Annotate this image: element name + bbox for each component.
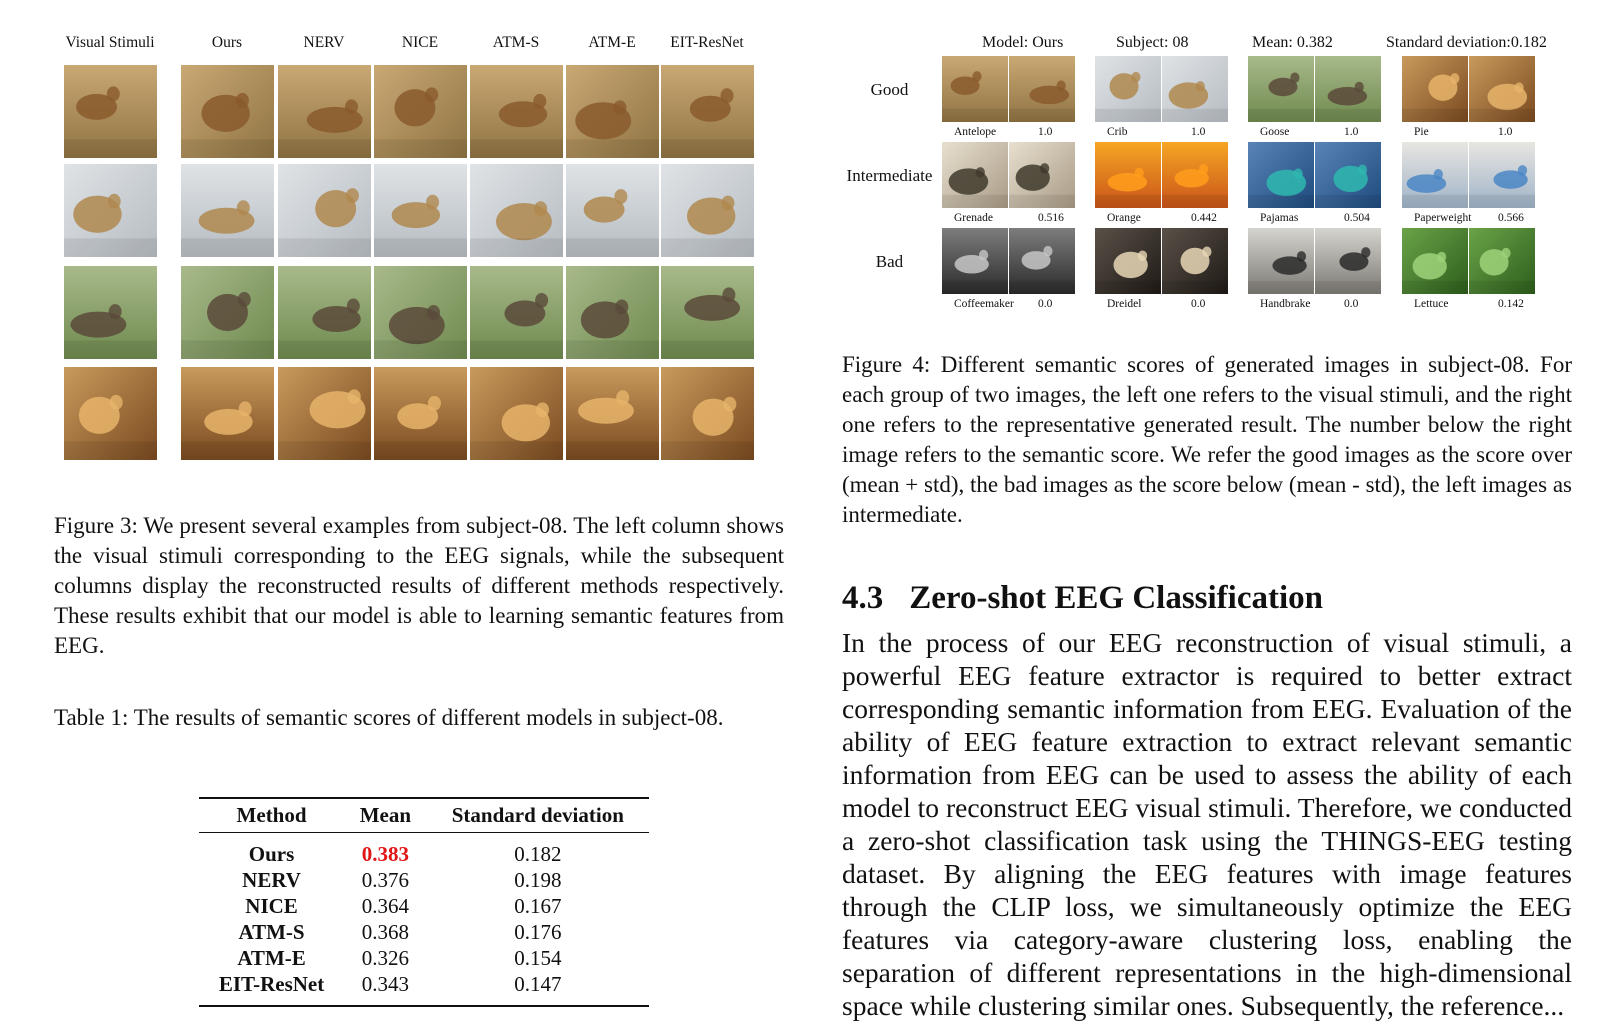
figure-4: [842, 28, 1572, 328]
stimulus-image: [64, 266, 157, 359]
table-1-caption: Table 1: The results of semantic scores of different models in subject-08.: [54, 705, 724, 730]
antelope-image: [278, 65, 371, 158]
std-cell: 0.154: [514, 946, 562, 970]
stimulus-image: [1248, 56, 1314, 122]
column-header: Ours: [211, 34, 243, 51]
lettuce-image: [1469, 228, 1535, 294]
goose-image: [566, 266, 659, 359]
semantic-score: 0.566: [1498, 212, 1524, 224]
stimulus-image: [64, 367, 157, 460]
reconstructed-image: [566, 164, 659, 257]
group-name: Lettuce: [1414, 298, 1449, 310]
stimulus-image: [64, 164, 157, 257]
header-method: Method: [236, 803, 307, 827]
antelope-image: [1009, 56, 1075, 122]
mean-cell: 0.326: [361, 946, 409, 970]
header-std: Standard deviation: [451, 803, 624, 827]
antelope-image: [64, 65, 157, 158]
semantic-score: 0.0: [1038, 298, 1053, 310]
reconstructed-image: [278, 164, 371, 257]
figure-4-std-label: Standard deviation:0.182: [1386, 34, 1547, 51]
pie-image: [566, 367, 659, 460]
section-number: 4.3: [842, 580, 884, 616]
semantic-score: 0.0: [1344, 298, 1359, 310]
stimulus-image: [1402, 56, 1468, 122]
group-name: Coffeemaker: [954, 298, 1014, 310]
reconstructed-image: [374, 266, 467, 359]
column-header: ATM-E: [588, 34, 636, 51]
crib-image: [566, 164, 659, 257]
goose-image: [374, 266, 467, 359]
header-mean: Mean: [359, 803, 412, 827]
method-cell: Ours: [248, 842, 295, 866]
reconstructed-image: [661, 266, 754, 359]
paperweight-image: [1469, 142, 1535, 208]
generated-image: [1469, 142, 1535, 208]
dreidel-image: [1095, 228, 1161, 294]
generated-image: [1162, 142, 1228, 208]
column-header: Visual Stimuli: [65, 34, 155, 51]
semantic-score: 0.504: [1344, 212, 1370, 224]
semantic-score: 1.0: [1344, 126, 1359, 138]
pajamas-image: [1248, 142, 1314, 208]
std-cell: 0.176: [514, 920, 562, 944]
antelope-image: [374, 65, 467, 158]
group-name: Crib: [1107, 126, 1128, 138]
stimulus-image: [1095, 56, 1161, 122]
stimulus-image: [1248, 142, 1314, 208]
reconstructed-image: [470, 266, 563, 359]
stimulus-image: [942, 142, 1008, 208]
row-label: Bad: [875, 252, 904, 271]
generated-image: [1009, 228, 1075, 294]
grenade-image: [942, 142, 1008, 208]
semantic-score: 1.0: [1038, 126, 1053, 138]
table-row: [199, 867, 649, 893]
goose-image: [470, 266, 563, 359]
reconstructed-image: [181, 367, 274, 460]
crib-image: [1095, 56, 1161, 122]
group-name: Orange: [1107, 212, 1141, 224]
generated-image: [1009, 142, 1075, 208]
reconstructed-image: [181, 266, 274, 359]
pie-image: [1469, 56, 1535, 122]
mean-cell-best: 0.383: [361, 842, 409, 866]
table-1: [199, 797, 649, 1007]
crib-image: [278, 164, 371, 257]
generated-image: [1315, 228, 1381, 294]
antelope-image: [181, 65, 274, 158]
group-name: Antelope: [954, 126, 997, 138]
handbrake-image: [1248, 228, 1314, 294]
reconstructed-image: [374, 164, 467, 257]
goose-image: [278, 266, 371, 359]
antelope-image: [470, 65, 563, 158]
mean-cell: 0.368: [361, 920, 409, 944]
crib-image: [470, 164, 563, 257]
reconstructed-image: [661, 367, 754, 460]
lettuce-image: [1402, 228, 1468, 294]
pie-image: [374, 367, 467, 460]
handbrake-image: [1315, 228, 1381, 294]
method-cell: NICE: [245, 894, 298, 918]
generated-image: [1009, 56, 1075, 122]
coffeemaker-image: [942, 228, 1008, 294]
pie-image: [278, 367, 371, 460]
stimulus-image: [64, 65, 157, 158]
section-heading: [842, 580, 1323, 617]
semantic-score: 0.0: [1191, 298, 1206, 310]
coffeemaker-image: [1009, 228, 1075, 294]
reconstructed-image: [278, 65, 371, 158]
row-label: Good: [870, 80, 909, 99]
group-name: Pie: [1414, 126, 1429, 138]
row-label: Intermediate: [846, 166, 933, 185]
reconstructed-image: [374, 65, 467, 158]
reconstructed-image: [470, 164, 563, 257]
table-row: [199, 971, 649, 1006]
std-cell: 0.147: [514, 972, 562, 996]
stimulus-image: [1095, 228, 1161, 294]
reconstructed-image: [181, 65, 274, 158]
group-name: Paperweight: [1414, 212, 1472, 224]
stimulus-image: [942, 56, 1008, 122]
mean-cell: 0.343: [361, 972, 409, 996]
crib-image: [64, 164, 157, 257]
generated-image: [1162, 228, 1228, 294]
crib-image: [661, 164, 754, 257]
method-cell: EIT-ResNet: [218, 972, 325, 996]
stimulus-image: [942, 228, 1008, 294]
pie-image: [661, 367, 754, 460]
antelope-image: [566, 65, 659, 158]
group-name: Handbrake: [1260, 298, 1311, 310]
method-cell: NERV: [242, 868, 301, 892]
generated-image: [1315, 56, 1381, 122]
goose-image: [1248, 56, 1314, 122]
semantic-score: 0.142: [1498, 298, 1524, 310]
grenade-image: [1009, 142, 1075, 208]
paperweight-image: [1402, 142, 1468, 208]
goose-image: [661, 266, 754, 359]
figure-4-model-label: Model: Ours: [982, 34, 1064, 51]
reconstructed-image: [470, 367, 563, 460]
orange-image: [1095, 142, 1161, 208]
reconstructed-image: [278, 266, 371, 359]
table-row: [199, 919, 649, 945]
semantic-score: 1.0: [1191, 126, 1206, 138]
table-header-row: [199, 798, 649, 833]
crib-image: [374, 164, 467, 257]
pajamas-image: [1315, 142, 1381, 208]
reconstructed-image: [661, 65, 754, 158]
semantic-score: 0.442: [1191, 212, 1217, 224]
generated-image: [1469, 56, 1535, 122]
figure-3-caption: Figure 3: We present several examples from subject-08. The left column shows the visual stimuli corresponding to the EEG signals, while the subsequent columns display the reconstructed results of different methods respectively. These results exhibit that our model is able to learning semantic features from EEG.: [54, 513, 784, 658]
column-header: EIT-ResNet: [670, 34, 744, 51]
orange-image: [1162, 142, 1228, 208]
generated-image: [1162, 56, 1228, 122]
reconstructed-image: [374, 367, 467, 460]
column-header: NICE: [401, 34, 439, 51]
section-body: In the process of our EEG reconstruction of visual stimuli, a powerful EEG feature extractor is required to better extract corresponding semantic information from EEG. Evaluation of the ability of EEG feature extraction to extract relevant semantic information from EEG can be used to assess the ability of each model to reconstruct EEG visual stimuli. Therefore, we conducted a zero-shot classification task using the THINGS-EEG testing dataset. By aligning the EEG features with image features through the CLIP loss, we simultaneously optimize the EEG features via category-aware clustering loss, enabling the separation of different representations in the high-dimensional space while clustering similar ones. Subsequently, the reference...: [842, 627, 1572, 1021]
std-cell: 0.167: [514, 894, 562, 918]
table-row: [199, 893, 649, 919]
pie-image: [1402, 56, 1468, 122]
method-cell: ATM-S: [238, 920, 305, 944]
goose-image: [64, 266, 157, 359]
reconstructed-image: [566, 367, 659, 460]
reconstructed-image: [181, 164, 274, 257]
goose-image: [1315, 56, 1381, 122]
antelope-image: [661, 65, 754, 158]
group-name: Goose: [1260, 126, 1290, 138]
group-name: Pajamas: [1260, 212, 1299, 224]
table-row: [199, 833, 649, 868]
semantic-score: 0.516: [1038, 212, 1064, 224]
column-header: NERV: [303, 34, 345, 51]
semantic-score: 1.0: [1498, 126, 1513, 138]
group-name: Dreidel: [1107, 298, 1142, 310]
pie-image: [181, 367, 274, 460]
figure-4-caption: Figure 4: Different semantic scores of generated images in subject-08. For each group of two images, the left one refers to the visual stimuli, and the right one refers to the representative generated result. The number below the right image refers to the semantic score. We refer the good images as the score over (mean + std), the bad images as the score below (mean - std), the left images as intermediate.: [842, 352, 1572, 527]
std-cell: 0.182: [514, 842, 562, 866]
goose-image: [181, 266, 274, 359]
column-header: ATM-S: [492, 34, 540, 51]
stimulus-image: [1402, 142, 1468, 208]
figure-4-mean-label: Mean: 0.382: [1252, 34, 1333, 51]
pie-image: [470, 367, 563, 460]
reconstructed-image: [278, 367, 371, 460]
antelope-image: [942, 56, 1008, 122]
reconstructed-image: [566, 266, 659, 359]
reconstructed-image: [661, 164, 754, 257]
crib-image: [181, 164, 274, 257]
reconstructed-image: [470, 65, 563, 158]
dreidel-image: [1162, 228, 1228, 294]
table-row: [199, 945, 649, 971]
pie-image: [64, 367, 157, 460]
stimulus-image: [1095, 142, 1161, 208]
generated-image: [1315, 142, 1381, 208]
stimulus-image: [1402, 228, 1468, 294]
group-name: Grenade: [954, 212, 993, 224]
method-cell: ATM-E: [237, 946, 306, 970]
crib-image: [1162, 56, 1228, 122]
section-title: Zero-shot EEG Classification: [909, 580, 1323, 616]
stimulus-image: [1248, 228, 1314, 294]
mean-cell: 0.376: [361, 868, 409, 892]
reconstructed-image: [566, 65, 659, 158]
std-cell: 0.198: [514, 868, 562, 892]
mean-cell: 0.364: [361, 894, 409, 918]
generated-image: [1469, 228, 1535, 294]
figure-4-subject-label: Subject: 08: [1116, 34, 1189, 51]
